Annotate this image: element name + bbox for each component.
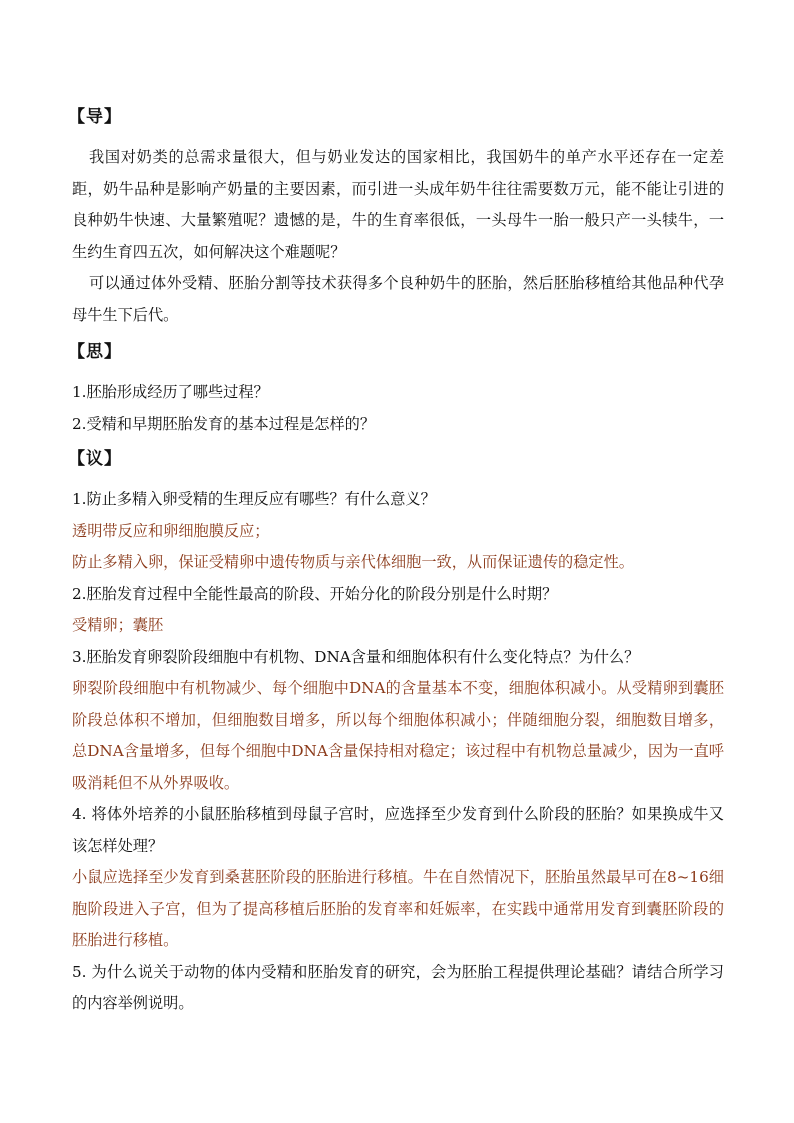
discuss-question-3: 3.胚胎发育卵裂阶段细胞中有机物、DNA含量和细胞体积有什么变化特点？为什么？ [72,647,640,666]
discuss-answer-1-line-2: 防止多精入卵，保证受精卵中遗传物质与亲代体细胞一致，从而保证遗传的稳定性。 [72,553,634,571]
section-heading-dao: 【导】 [68,107,122,127]
think-question-1: 1.胚胎形成经历了哪些过程？ [72,383,269,401]
section-heading-yi: 【议】 [68,449,122,469]
document-page [68,104,724,1020]
discuss-question-4: 4. 将体外培养的小鼠胚胎移植到母鼠子宫时，应选择至少发育到什么阶段的胚胎？如果换成牛又该怎样处理？ [72,805,724,855]
discuss-question-1: 1.防止多精入卵受精的生理反应有哪些？有什么意义？ [72,490,436,508]
discuss-answer-4: 小鼠应选择至少发育到桑葚胚阶段的胚胎进行移植。牛在自然情况下，胚胎虽然最早可在8~16细胞阶段进入子宫，但为了提高移植后胚胎的发育率和妊娠率，在实践中通常用发育到囊胚阶段的胚胎进行移植。 [72,868,724,949]
intro-paragraph-1: 我国对奶类的总需求量很大，但与奶业发达的国家相比，我国奶牛的单产水平还存在一定差距，奶牛品种是影响产奶量的主要因素，而引进一头成年奶牛往往需要数万元，能不能让引进的良种奶牛快速、大量繁殖呢？遗憾的是，牛的生育率很低，一头母牛一胎一般只产一头犊牛，一生约生育四五次，如何解决这个难题呢？ [72,148,724,261]
discuss-question-2: 2.胚胎发育过程中全能性最高的阶段、开始分化的阶段分别是什么时期？ [72,584,558,603]
intro-paragraph-2: 可以通过体外受精、胚胎分割等技术获得多个良种奶牛的胚胎，然后胚胎移植给其他品种代孕母牛生下后代。 [72,274,724,324]
section-heading-si: 【思】 [68,342,122,362]
discuss-answer-2: 受精卵；囊胚 [72,616,164,634]
discuss-question-5: 5. 为什么说关于动物的体内受精和胚胎发育的研究，会为胚胎工程提供理论基础？请结合所学习的内容举例说明。 [72,962,724,1012]
discuss-answer-3: 卵裂阶段细胞中有机物减少、每个细胞中DNA的含量基本不变，细胞体积减小。从受精卵到囊胚阶段总体积不增加，但细胞数目增多，所以每个细胞体积减小；伴随细胞分裂，细胞数目增多，总DNA含量增多，但每个细胞中DNA含量保持相对稳定；该过程中有机物总量减少，因为一直呼吸消耗但不从外界吸收。 [72,679,724,792]
think-question-2: 2.受精和早期胚胎发育的基本过程是怎样的？ [72,414,376,433]
discuss-answer-1-line-1: 透明带反应和卵细胞膜反应； [72,521,270,540]
